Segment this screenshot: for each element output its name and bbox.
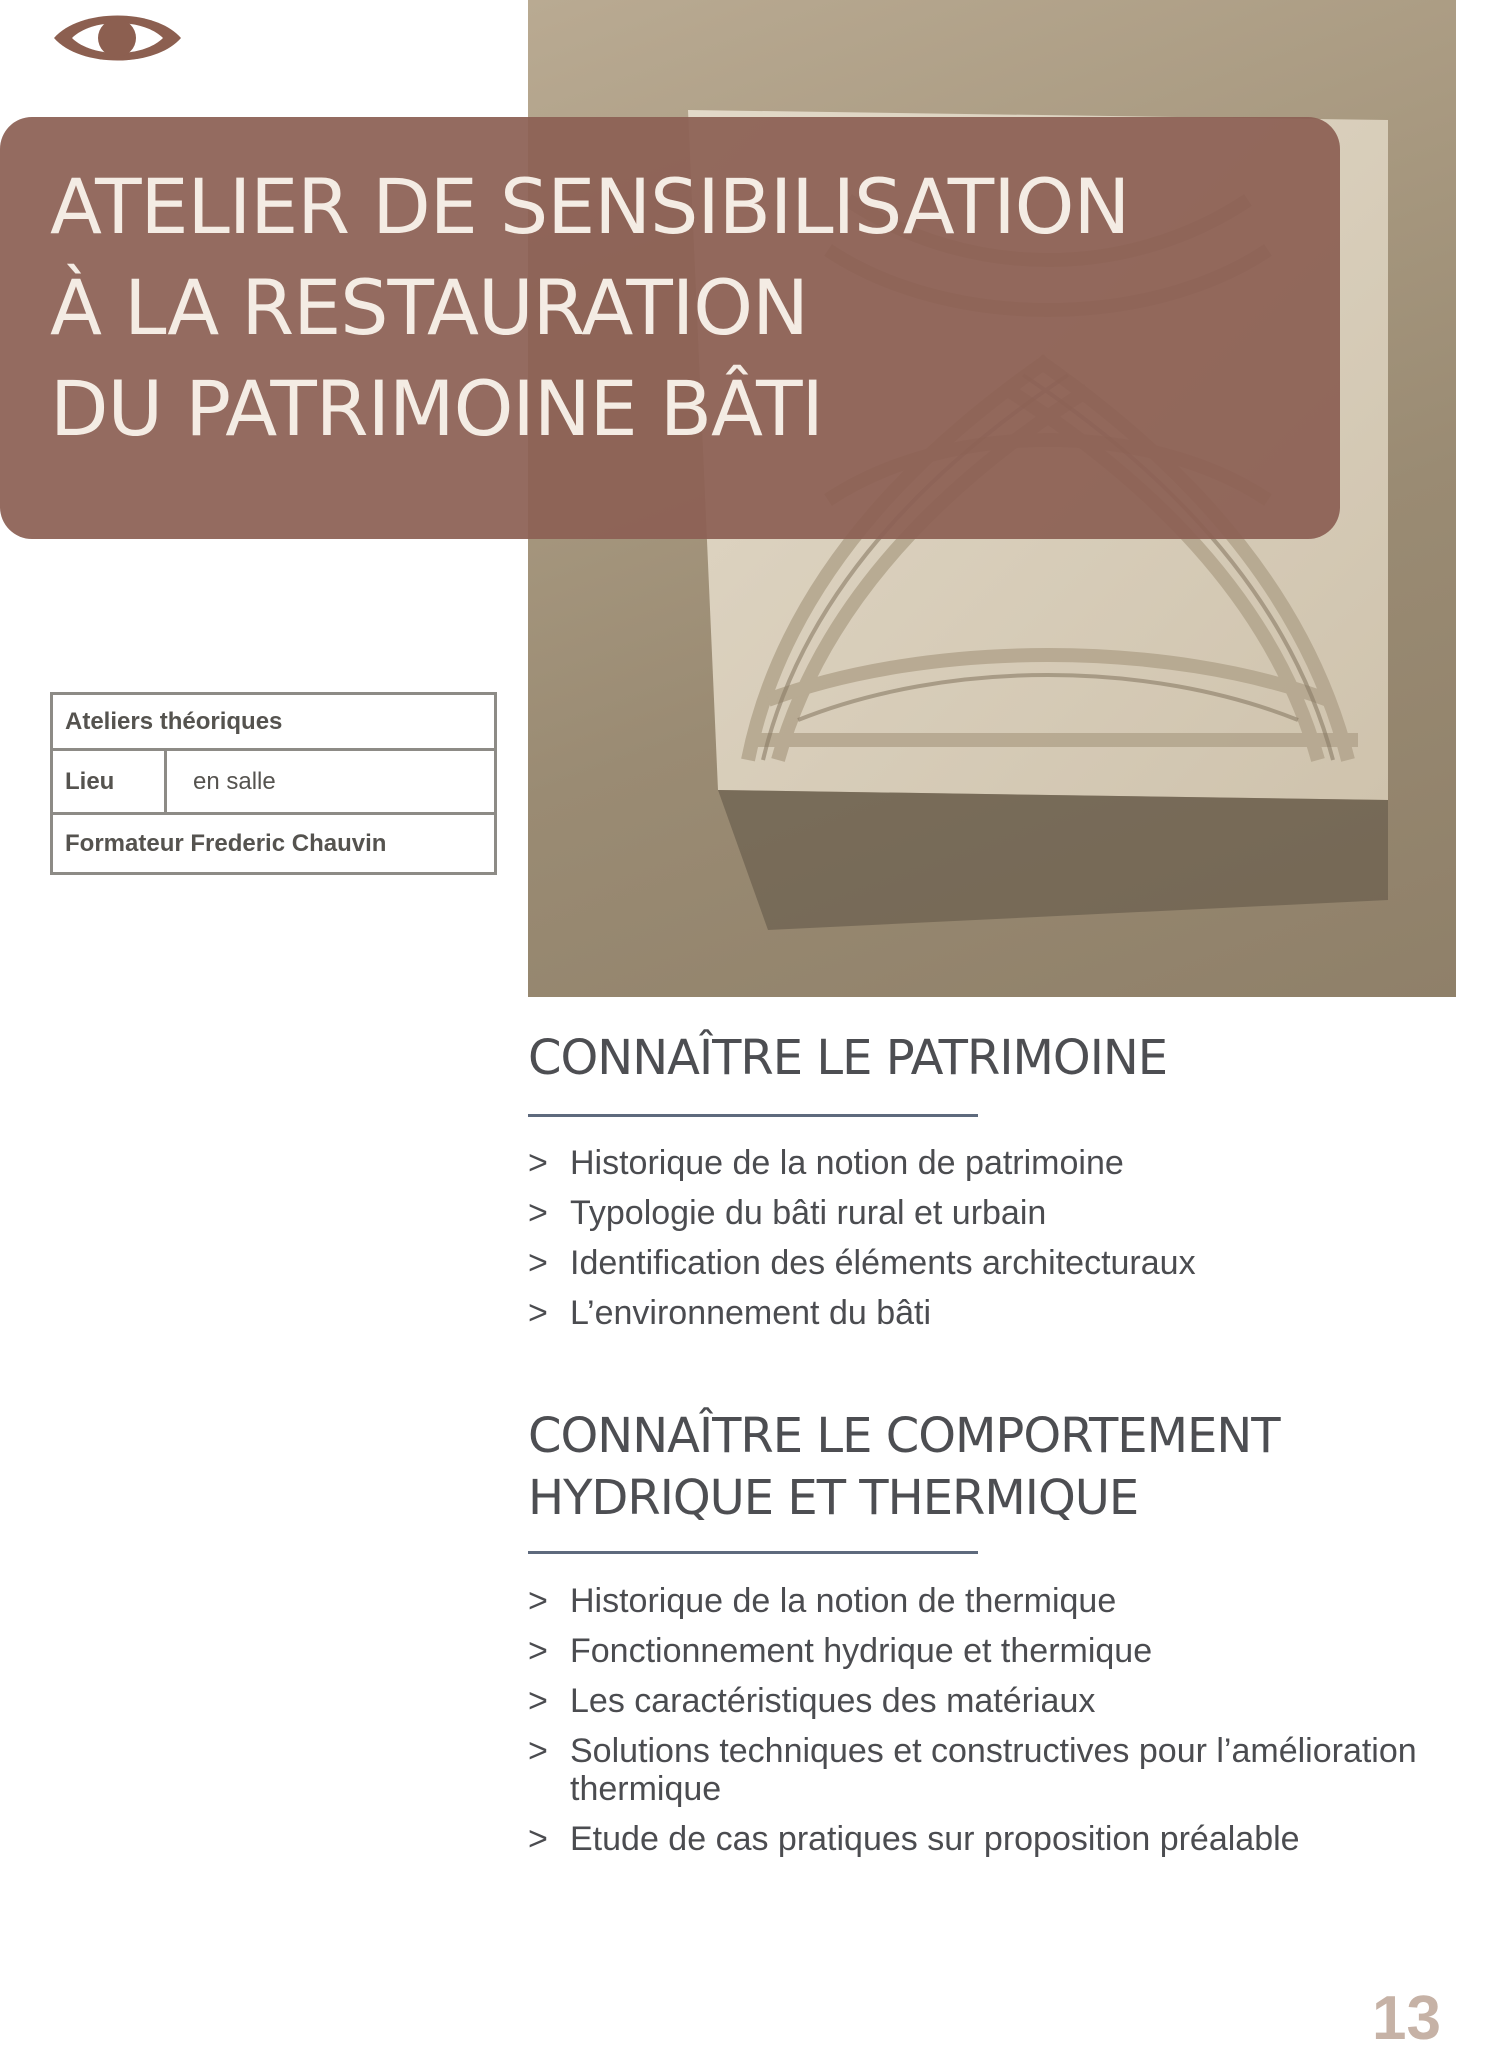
list-item: > Identification des éléments architecturaux — [528, 1244, 1196, 1282]
title-line-2: À LA RESTAURATION — [50, 263, 808, 352]
section-title-comportement-2: HYDRIQUE ET THERMIQUE — [528, 1470, 1139, 1526]
title-banner — [0, 117, 1340, 539]
list-item: > Solutions techniques et constructives pour l’amélioration thermique — [528, 1732, 1417, 1808]
section-rule — [528, 1114, 978, 1117]
list-patrimoine — [528, 1144, 1458, 1344]
section-title-comportement-1: CONNAÎTRE LE COMPORTEMENT — [528, 1408, 1280, 1464]
title-line-3: DU PATRIMOINE BÂTI — [50, 364, 823, 453]
formateur-value: Frederic Chauvin — [190, 829, 387, 857]
title-line-1: ATELIER DE SENSIBILISATION — [50, 162, 1130, 251]
info-table — [50, 692, 497, 875]
section-rule — [528, 1551, 978, 1554]
lieu-value: en salle — [193, 767, 276, 795]
list-comportement — [528, 1582, 1458, 1870]
section-title-patrimoine: CONNAÎTRE LE PATRIMOINE — [528, 1030, 1168, 1086]
info-row-formateur — [53, 815, 494, 872]
list-item: > L’environnement du bâti — [528, 1294, 932, 1332]
cell-divider — [164, 751, 167, 812]
list-item: > Historique de la notion de thermique — [528, 1582, 1117, 1620]
list-item: > Les caractéristiques des matériaux — [528, 1682, 1096, 1720]
list-item: > Typologie du bâti rural et urbain — [528, 1194, 1047, 1232]
eye-icon — [50, 6, 185, 70]
list-item: > Fonctionnement hydrique et thermique — [528, 1632, 1153, 1670]
formateur-label: Formateur — [65, 829, 184, 857]
page-number: 13 — [1372, 1984, 1441, 2053]
info-row-lieu — [53, 751, 494, 815]
workshop-type: Ateliers théoriques — [65, 707, 283, 735]
list-item: > Historique de la notion de patrimoine — [528, 1144, 1124, 1182]
list-item: > Etude de cas pratiques sur proposition préalable — [528, 1820, 1300, 1858]
lieu-label: Lieu — [65, 767, 115, 795]
info-row-type — [53, 695, 494, 751]
